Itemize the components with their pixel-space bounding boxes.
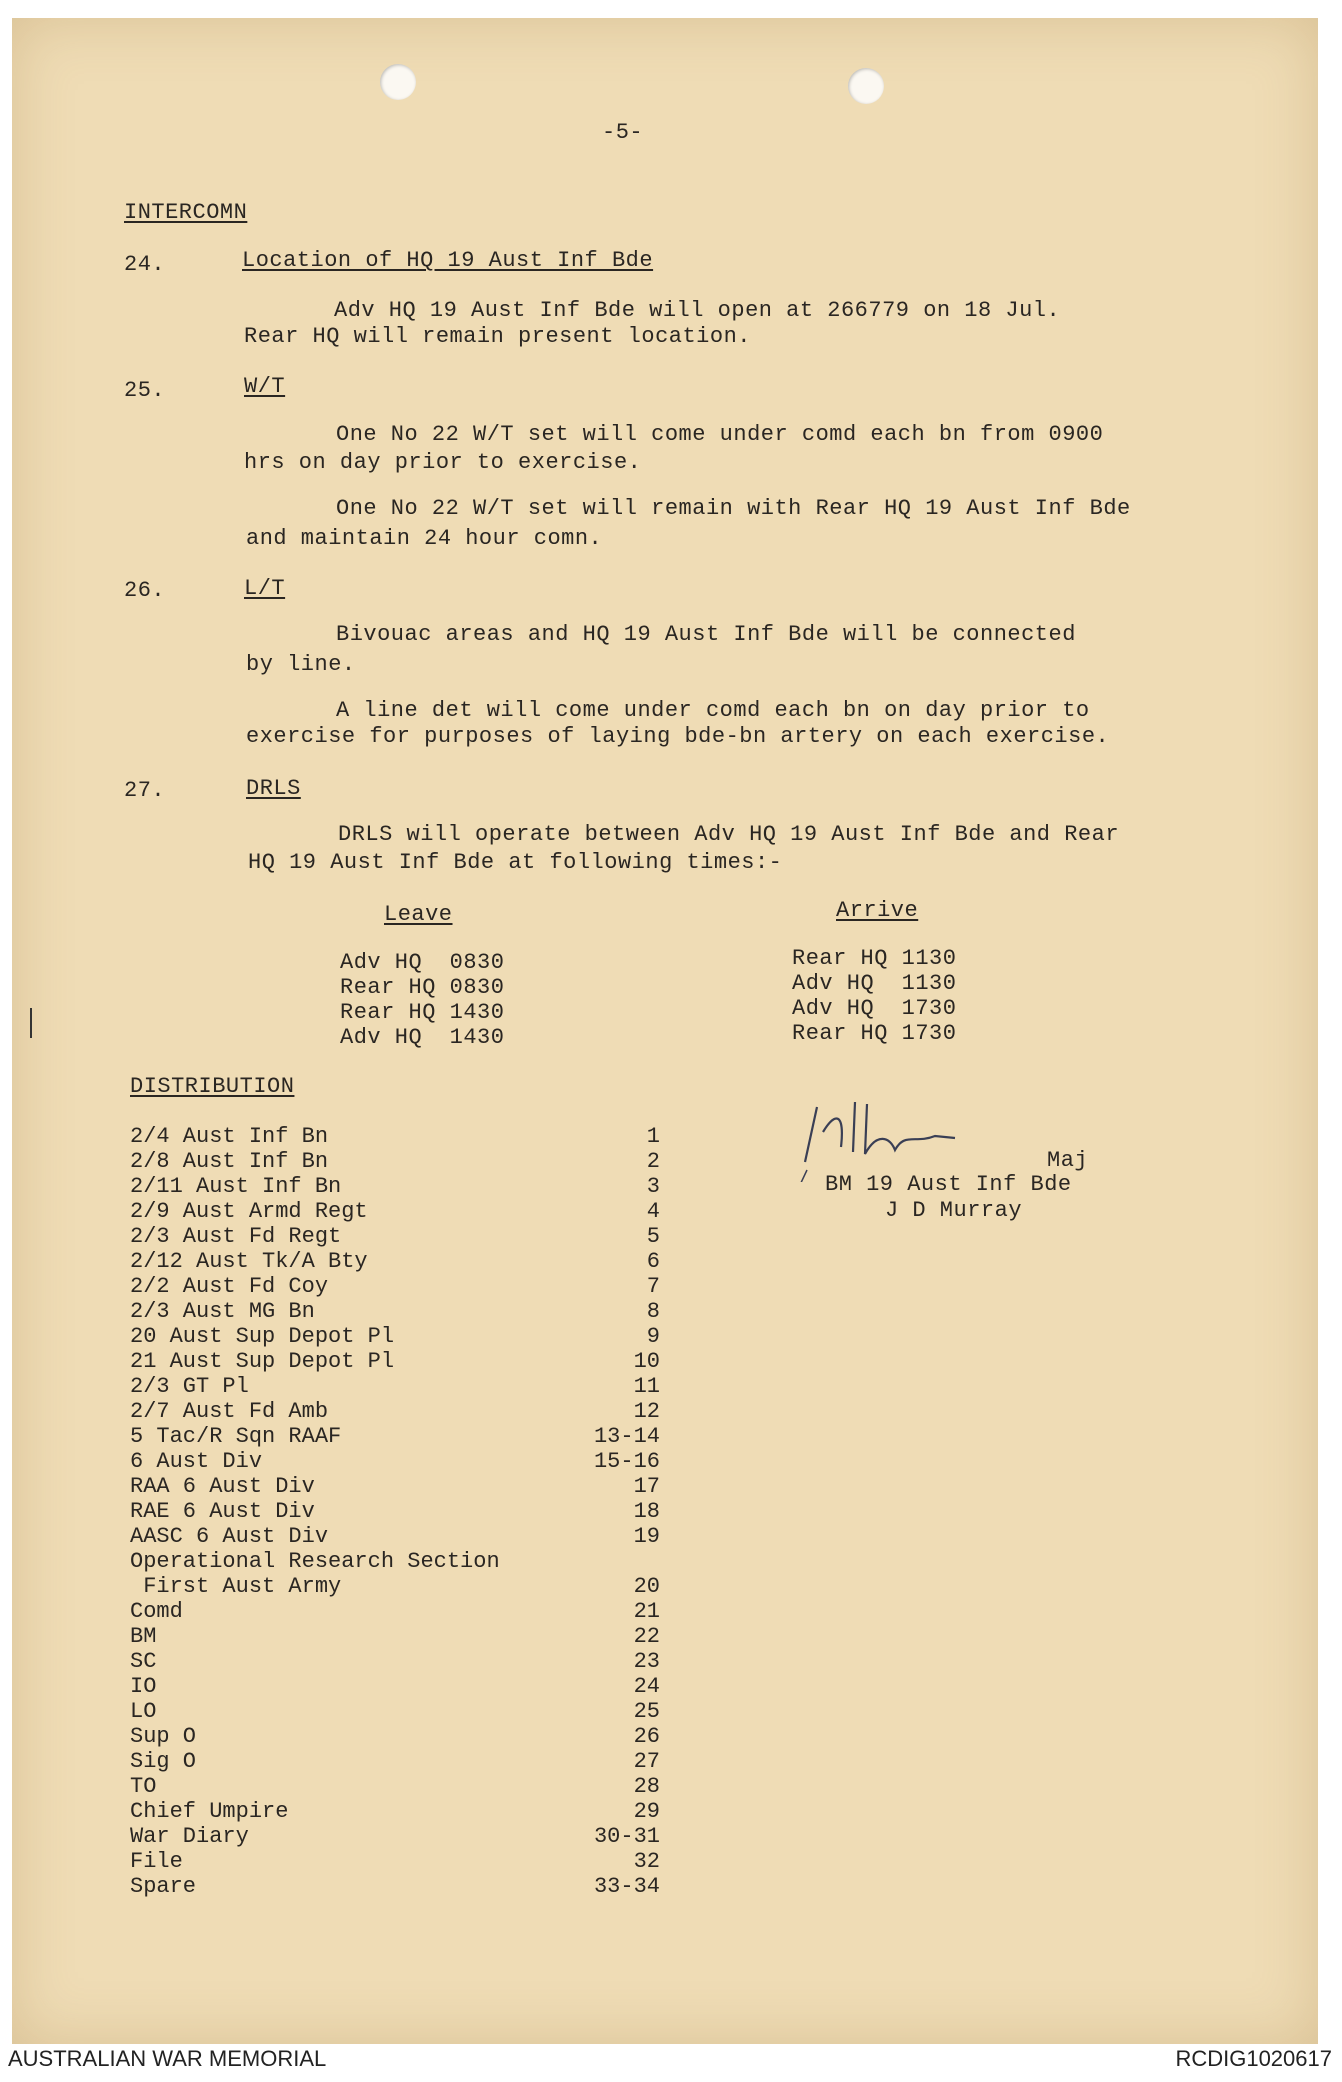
para-number-25: 25. xyxy=(124,378,166,403)
distribution-copy-number: 15-16 xyxy=(593,1449,660,1474)
distribution-addressee: Comd xyxy=(130,1599,183,1624)
distribution-addressee: Sup O xyxy=(130,1724,197,1749)
distribution-addressee: 2/9 Aust Armd Regt xyxy=(130,1199,368,1224)
section-heading: INTERCOMN xyxy=(124,200,248,225)
distribution-copy-number: 25 xyxy=(633,1699,660,1724)
distribution-addressee: TO xyxy=(130,1774,157,1799)
para-title-25: W/T xyxy=(244,374,286,399)
distribution-copy-number: 30-31 xyxy=(593,1824,660,1849)
para-number-24: 24. xyxy=(124,252,166,277)
distribution-copy-number: 19 xyxy=(633,1524,660,1549)
distribution-addressee: 2/3 GT Pl xyxy=(130,1374,249,1399)
distribution-addressee: LO xyxy=(130,1699,157,1724)
distribution-copy-number: 10 xyxy=(633,1349,660,1374)
distribution-addressee: RAE 6 Aust Div xyxy=(130,1499,315,1524)
distribution-copy-number: 12 xyxy=(633,1399,660,1424)
leave-time: Adv HQ 1430 xyxy=(340,1025,505,1050)
para-text: and maintain 24 hour comn. xyxy=(246,526,603,551)
distribution-addressee: 2/12 Aust Tk/A Bty xyxy=(130,1249,368,1274)
signature-appointment: BM 19 Aust Inf Bde xyxy=(825,1172,1072,1197)
distribution-addressee: 20 Aust Sup Depot Pl xyxy=(130,1324,395,1349)
para-number-26: 26. xyxy=(124,578,166,603)
distribution-addressee: IO xyxy=(130,1674,157,1699)
distribution-addressee: Spare xyxy=(130,1874,197,1899)
para-text: by line. xyxy=(246,652,356,677)
para-number-27: 27. xyxy=(124,778,166,803)
distribution-copy-number: 23 xyxy=(633,1649,660,1674)
distribution-copy-number: 2 xyxy=(646,1149,660,1174)
arrive-time: Adv HQ 1730 xyxy=(792,996,957,1021)
para-text: Bivouac areas and HQ 19 Aust Inf Bde will be connected xyxy=(336,622,1076,647)
distribution-copy-number: 24 xyxy=(633,1674,660,1699)
distribution-copy-number: 32 xyxy=(633,1849,660,1874)
para-text: exercise for purposes of laying bde-bn artery on each exercise. xyxy=(246,724,1110,749)
leave-time: Rear HQ 1430 xyxy=(340,1000,505,1025)
leave-time: Adv HQ 0830 xyxy=(340,950,505,975)
distribution-heading: DISTRIBUTION xyxy=(130,1074,295,1099)
distribution-addressee: 2/7 Aust Fd Amb xyxy=(130,1399,329,1424)
distribution-copy-number: 5 xyxy=(646,1224,660,1249)
para-text: A line det will come under comd each bn on day prior to xyxy=(336,698,1090,723)
para-text: DRLS will operate between Adv HQ 19 Aust Inf Bde and Rear xyxy=(338,822,1120,847)
distribution-copy-number: 27 xyxy=(633,1749,660,1774)
arrive-time: Rear HQ 1730 xyxy=(792,1021,957,1046)
distribution-copy-number: 18 xyxy=(633,1499,660,1524)
para-text: Rear HQ will remain present location. xyxy=(244,324,751,349)
leave-header: Leave xyxy=(384,902,453,927)
footer-right: RCDIG1020617 xyxy=(1175,2046,1332,2071)
distribution-addressee: AASC 6 Aust Div xyxy=(130,1524,329,1549)
para-title-27: DRLS xyxy=(246,776,301,801)
distribution-copy-number: 7 xyxy=(646,1274,660,1299)
distribution-copy-number: 4 xyxy=(646,1199,660,1224)
distribution-addressee: 5 Tac/R Sqn RAAF xyxy=(130,1424,342,1449)
distribution-addressee: 2/3 Aust MG Bn xyxy=(130,1299,315,1324)
distribution-addressee: 2/8 Aust Inf Bn xyxy=(130,1149,329,1174)
page-number: -5- xyxy=(602,120,644,145)
arrive-header: Arrive xyxy=(836,898,919,923)
distribution-copy-number: 22 xyxy=(633,1624,660,1649)
distribution-copy-number: 33-34 xyxy=(593,1874,660,1899)
distribution-copy-number: 9 xyxy=(646,1324,660,1349)
distribution-copy-number: 3 xyxy=(646,1174,660,1199)
distribution-addressee: 2/3 Aust Fd Regt xyxy=(130,1224,342,1249)
signature-name: J D Murray xyxy=(885,1198,1023,1223)
punch-hole-right xyxy=(848,68,884,104)
distribution-copy-number: 26 xyxy=(633,1724,660,1749)
distribution-addressee: War Diary xyxy=(130,1824,249,1849)
para-title-24: Location of HQ 19 Aust Inf Bde xyxy=(242,248,654,273)
arrive-time: Adv HQ 1130 xyxy=(792,971,957,996)
distribution-addressee: Operational Research Section xyxy=(130,1549,500,1574)
distribution-addressee: SC xyxy=(130,1649,157,1674)
para-text: One No 22 W/T set will remain with Rear HQ 19 Aust Inf Bde xyxy=(336,496,1131,521)
distribution-copy-number: 29 xyxy=(633,1799,660,1824)
para-text: HQ 19 Aust Inf Bde at following times:- xyxy=(248,850,783,875)
distribution-copy-number: 1 xyxy=(646,1124,660,1149)
distribution-addressee: 2/4 Aust Inf Bn xyxy=(130,1124,329,1149)
distribution-addressee: File xyxy=(130,1849,183,1874)
distribution-copy-number: 28 xyxy=(633,1774,660,1799)
distribution-addressee: First Aust Army xyxy=(130,1574,342,1599)
distribution-copy-number: 8 xyxy=(646,1299,660,1324)
distribution-copy-number: 6 xyxy=(646,1249,660,1274)
distribution-addressee: BM xyxy=(130,1624,157,1649)
distribution-addressee: RAA 6 Aust Div xyxy=(130,1474,315,1499)
distribution-addressee: Chief Umpire xyxy=(130,1799,289,1824)
distribution-copy-number: 17 xyxy=(633,1474,660,1499)
distribution-addressee: 21 Aust Sup Depot Pl xyxy=(130,1349,395,1374)
para-title-26: L/T xyxy=(244,576,286,601)
signature-rank: Maj xyxy=(1047,1148,1089,1173)
para-text: hrs on day prior to exercise. xyxy=(244,450,642,475)
margin-mark xyxy=(30,1008,32,1038)
leave-time: Rear HQ 0830 xyxy=(340,975,505,1000)
punch-hole-left xyxy=(380,64,416,100)
distribution-copy-number: 20 xyxy=(633,1574,660,1599)
distribution-addressee: 2/2 Aust Fd Coy xyxy=(130,1274,329,1299)
distribution-copy-number: 21 xyxy=(633,1599,660,1624)
footer-left: AUSTRALIAN WAR MEMORIAL xyxy=(8,2046,327,2071)
distribution-addressee: 2/11 Aust Inf Bn xyxy=(130,1174,342,1199)
distribution-copy-number: 13-14 xyxy=(593,1424,660,1449)
distribution-addressee: 6 Aust Div xyxy=(130,1449,263,1474)
distribution-copy-number: 11 xyxy=(633,1374,660,1399)
arrive-time: Rear HQ 1130 xyxy=(792,946,957,971)
para-text: Adv HQ 19 Aust Inf Bde will open at 266779 on 18 Jul. xyxy=(334,298,1061,323)
para-text: One No 22 W/T set will come under comd each bn from 0900 xyxy=(336,422,1104,447)
handwritten-signature xyxy=(795,1092,1025,1182)
distribution-addressee: Sig O xyxy=(130,1749,197,1774)
